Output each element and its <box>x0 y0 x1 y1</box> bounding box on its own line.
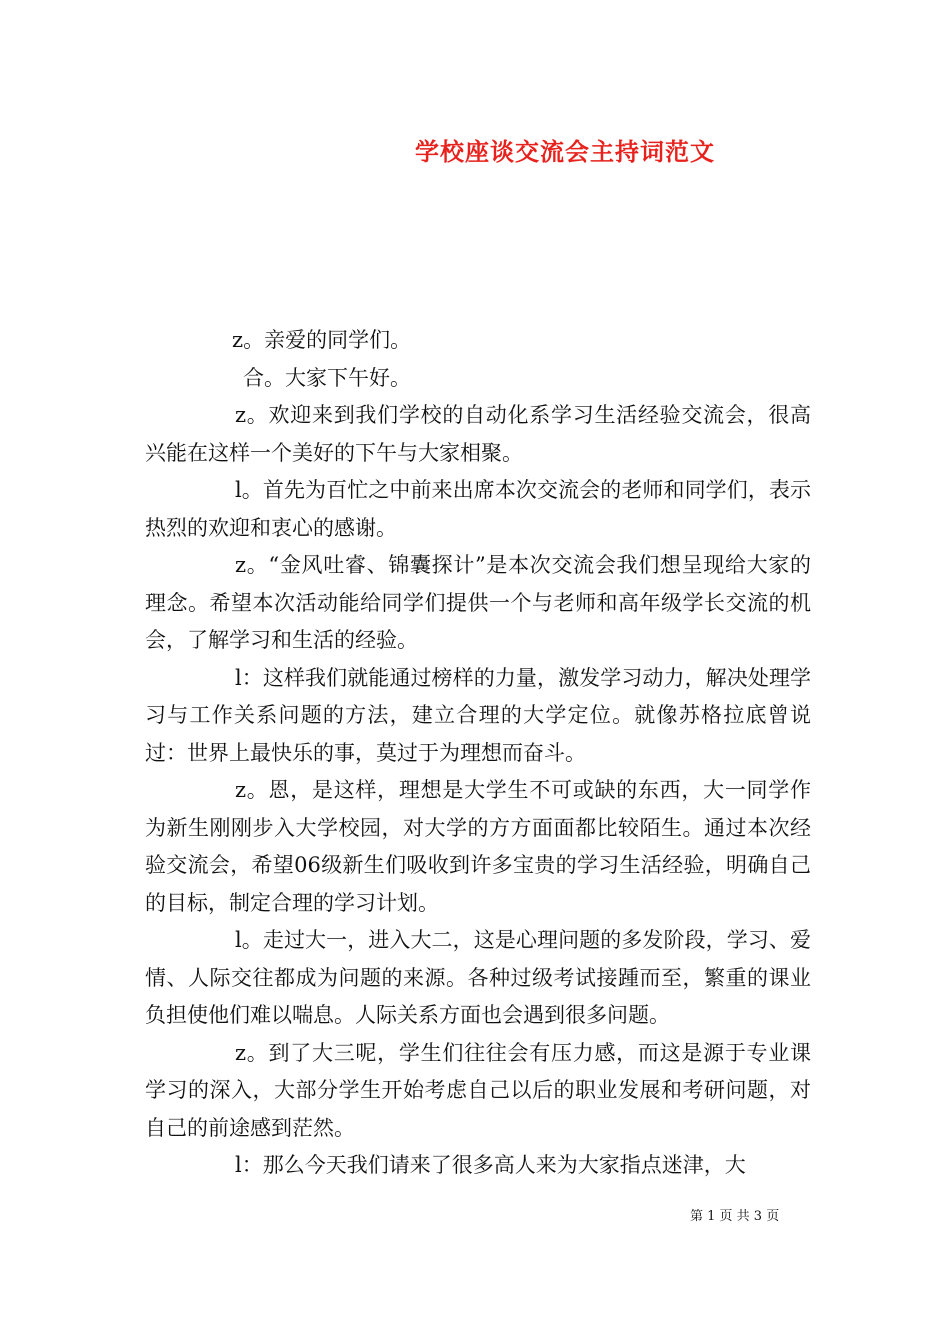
paragraph: l。首先为百忙之中前来出席本次交流会的老师和同学们，表示热烈的欢迎和衷心的感谢。 <box>145 478 811 540</box>
document-body <box>145 322 811 1185</box>
paragraph: l：这样我们就能通过榜样的力量，激发学习动力，解决处理学习与工作关系问题的方法，建立合理的大学定位。就像苏格拉底曾说过：世界上最快乐的事，莫过于为理想而奋斗。 <box>145 665 811 765</box>
paragraph: z。到了大三呢，学生们往往会有压力感，而这是源于专业课学习的深入，大部分学生开始考虑自己以后的职业发展和考研问题，对自己的前途感到茫然。 <box>145 1040 811 1140</box>
paragraph: 合。大家下午好。 <box>243 365 411 390</box>
paragraph: z。“金风吐睿、锦囊探计”是本次交流会我们想呈现给大家的理念。希望本次活动能给同学们提供一个与老师和高年级学长交流的机会，了解学习和生活的经验。 <box>145 553 811 652</box>
paragraph: l：那么今天我们请来了很多高人来为大家指点迷津，大 <box>235 1153 746 1177</box>
page-number-footer: 第 1 页 共 3 页 <box>690 1209 780 1224</box>
paragraph: z。恩，是这样，理想是大学生不可或缺的东西，大一同学作为新生刚刚步入大学校园，对大学的方方面面都比较陌生。通过本次经验交流会，希望06级新生们吸收到许多宝贵的学习生活经验，明确自己的目标，制定合理的学习计划。 <box>145 778 811 915</box>
paragraph: l。走过大一，进入大二，这是心理问题的多发阶段，学习、爱情、人际交往都成为问题的来源。各种过级考试接踵而至，繁重的课业负担使他们难以喘息。人际关系方面也会遇到很多问题。 <box>145 928 811 1027</box>
document-title: 学校座谈交流会主持词范文 <box>415 137 715 166</box>
paragraph: z。亲爱的同学们。 <box>232 328 412 352</box>
paragraph: z。欢迎来到我们学校的自动化系学习生活经验交流会，很高兴能在这样一个美好的下午与大家相聚。 <box>145 403 811 465</box>
